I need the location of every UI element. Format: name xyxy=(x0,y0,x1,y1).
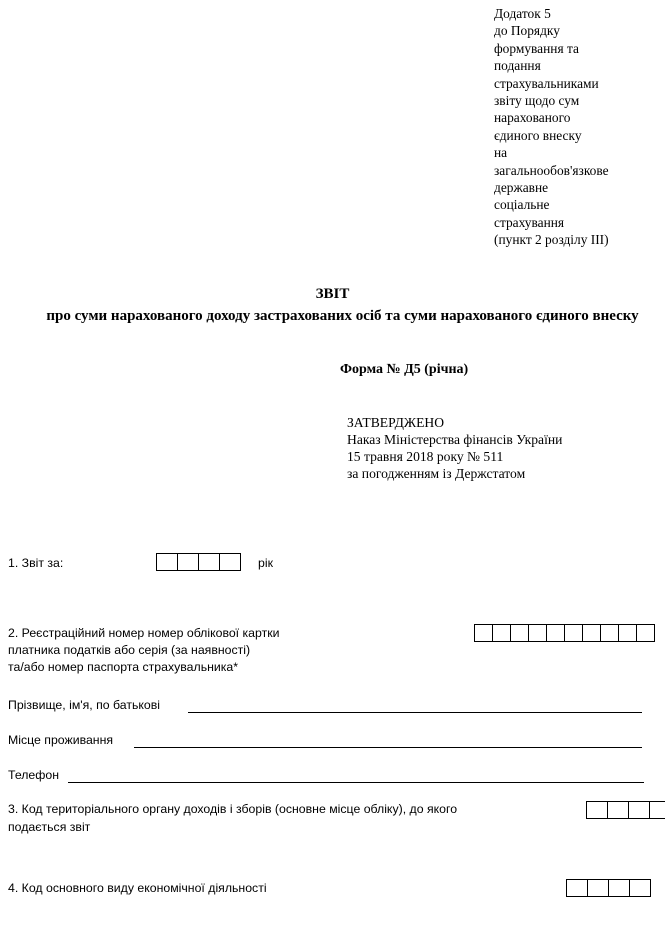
approval-line: Наказ Міністерства фінансів України xyxy=(347,432,563,447)
reg-number-input[interactable] xyxy=(474,624,655,642)
appendix-line: звіту щодо сум xyxy=(494,93,580,109)
appendix-line: (пункт 2 розділу ІІІ) xyxy=(494,232,609,248)
approval-line: 15 травня 2018 року № 511 xyxy=(347,449,504,464)
digit-cell[interactable] xyxy=(198,553,220,571)
digit-cell[interactable] xyxy=(156,553,178,571)
digit-cell[interactable] xyxy=(649,801,665,819)
appendix-note xyxy=(494,5,659,249)
appendix-line: на xyxy=(494,145,508,161)
activity-code-input[interactable] xyxy=(566,879,651,897)
appendix-line: Додаток 5 xyxy=(494,6,551,21)
digit-cell[interactable] xyxy=(564,624,583,642)
appendix-line: до Порядку xyxy=(494,23,560,39)
page-subtitle: про суми нарахованого доходу застрахованих осіб та суми нарахованого єдиного внеску xyxy=(46,308,639,324)
digit-cell[interactable] xyxy=(608,879,630,897)
digit-cell[interactable] xyxy=(629,879,651,897)
tax-office-label: подається звіт xyxy=(8,820,91,834)
digit-cell[interactable] xyxy=(492,624,511,642)
page-title: ЗВІТ xyxy=(315,286,350,302)
tax-office-label: 3. Код територіального органу доходів і зборів (основне місце обліку), до якого xyxy=(8,802,458,816)
digit-cell[interactable] xyxy=(566,879,588,897)
digit-cell[interactable] xyxy=(587,879,609,897)
tax-office-input[interactable] xyxy=(586,801,665,819)
appendix-line: державне xyxy=(494,180,549,196)
appendix-line: страхувальниками xyxy=(494,75,599,91)
reg-number-label: платника податків або серія (за наявності) xyxy=(8,643,251,657)
form-number: Форма № Д5 (річна) xyxy=(340,362,469,377)
appendix-line: формування та xyxy=(494,40,579,56)
reg-number-label: та/або номер паспорта страхувальника* xyxy=(8,660,239,674)
approval-line: ЗАТВЕРДЖЕНО xyxy=(347,415,445,430)
report-year-suffix: рік xyxy=(258,556,273,570)
digit-cell[interactable] xyxy=(546,624,565,642)
appendix-line: загальнообов'язкове xyxy=(494,162,609,178)
digit-cell[interactable] xyxy=(600,624,619,642)
digit-cell[interactable] xyxy=(582,624,601,642)
activity-code-label: 4. Код основного виду економічної діяльності xyxy=(8,881,267,895)
phone-field[interactable] xyxy=(68,768,644,783)
appendix-line: єдиного внеску xyxy=(494,127,582,143)
approval-line: за погодженням із Держстатом xyxy=(347,466,526,481)
phone-label: Телефон xyxy=(8,768,60,782)
digit-cell[interactable] xyxy=(607,801,629,819)
digit-cell[interactable] xyxy=(219,553,241,571)
digit-cell[interactable] xyxy=(510,624,529,642)
digit-cell[interactable] xyxy=(528,624,547,642)
digit-cell[interactable] xyxy=(636,624,655,642)
full-name-label: Прізвище, ім'я, по батькові xyxy=(8,698,161,712)
residence-field[interactable] xyxy=(134,733,642,748)
appendix-line: соціальне xyxy=(494,197,550,213)
digit-cell[interactable] xyxy=(474,624,493,642)
reg-number-label: 2. Реєстраційний номер номер облікової картки xyxy=(8,626,280,640)
approval-block xyxy=(347,414,562,482)
digit-cell[interactable] xyxy=(618,624,637,642)
report-year-label: 1. Звіт за: xyxy=(8,556,64,570)
digit-cell[interactable] xyxy=(628,801,650,819)
full-name-field[interactable] xyxy=(188,698,642,713)
appendix-line: подання xyxy=(494,58,541,74)
appendix-line: страхування xyxy=(494,214,565,230)
residence-label: Місце проживання xyxy=(8,733,114,747)
digit-cell[interactable] xyxy=(586,801,608,819)
report-year-input[interactable] xyxy=(156,553,241,571)
appendix-line: нарахованого xyxy=(494,110,571,126)
digit-cell[interactable] xyxy=(177,553,199,571)
